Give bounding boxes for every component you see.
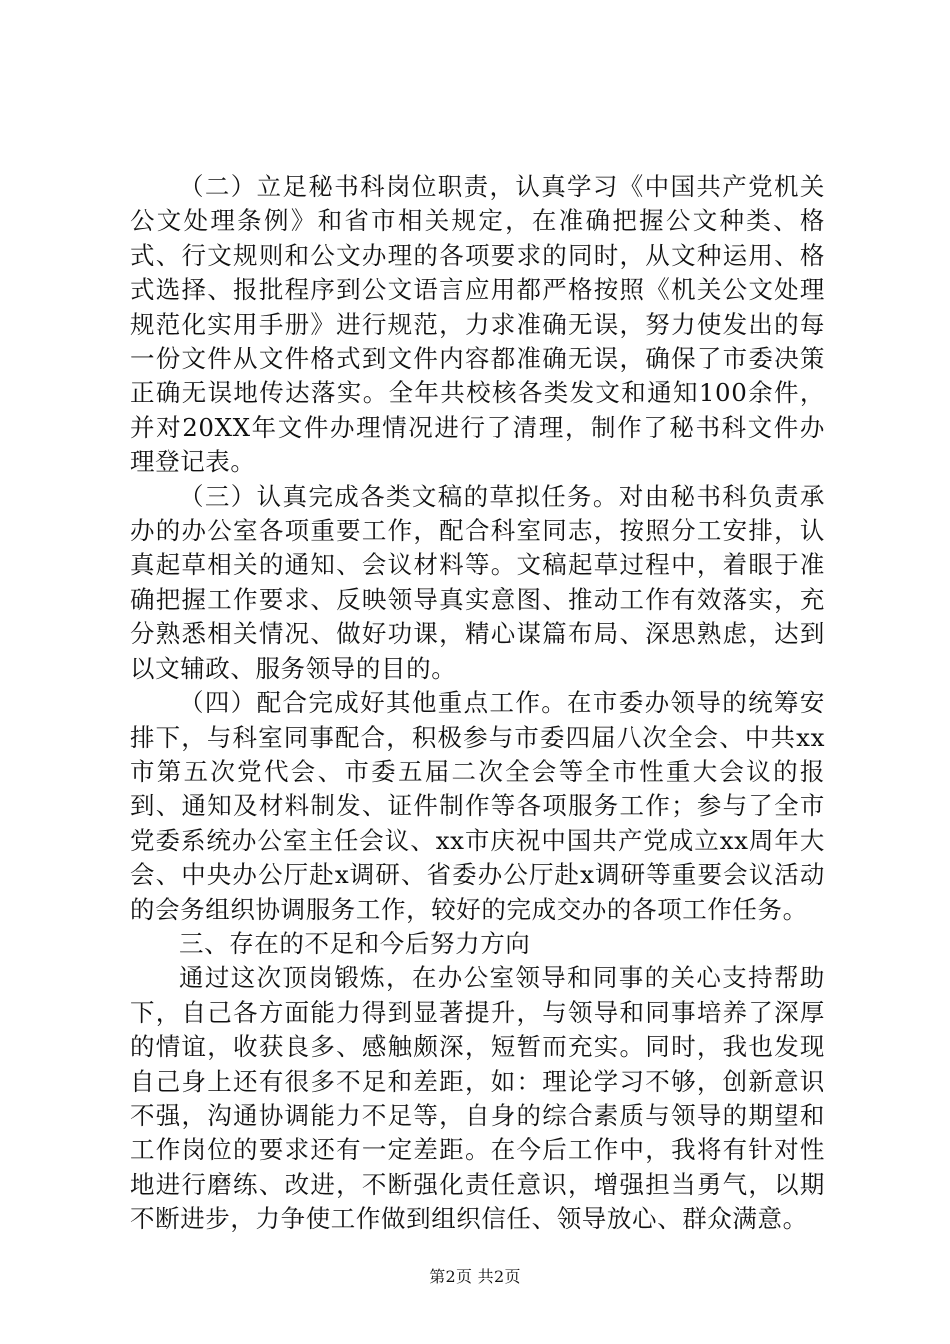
section-heading: 三、存在的不足和今后努力方向 [179,928,531,958]
paragraph-section-3: （三）认真完成各类文稿的草拟任务。对由秘书科负责承办的办公室各项重要工作，配合科室同志，按照分工安排，认真起草相关的通知、会议材料等。文稿起草过程中，着眼于准确把握工作要求、反映领导真实意图、推动工作有效落实，充分熟悉相关情况、做好功课，精心谋篇布局、深思熟虑，达到以文辅政、服务领导的目的。 [130,481,825,683]
paragraph-section-2: （二）立足秘书科岗位职责，认真学习《中国共产党机关公文处理条例》和省市相关规定，在准确把握公文种类、格式、行文规则和公文办理的各项要求的同时，从文种运用、格式选择、报批程序到公文语言应用都严格按照《机关公文处理规范化实用手册》进行规范，力求准确无误，努力使发出的每一份文件从文件格式到文件内容都准确无误，确保了市委决策正确无误地传达落实。全年共校核各类发文和通知100余件，并对20XX年文件办理情况进行了清理，制作了秘书科文件办理登记表。 [130,172,825,477]
paragraph-closing: 通过这次顶岗锻炼，在办公室领导和同事的关心支持帮助下，自己各方面能力得到显著提升，与领导和同事培养了深厚的情谊，收获良多、感触颇深，短暂而充实。同时，我也发现自己身上还有很多不足和差距，如：理论学习不够，创新意识不强，沟通协调能力不足等，自身的综合素质与领导的期望和工作岗位的要求还有一定差距。在今后工作中，我将有针对性地进行磨练、改进，不断强化责任意识，增强担当勇气，以期不断进步，力争使工作做到组织信任、领导放心、群众满意。 [130,963,825,1234]
paragraph-section-4: （四）配合完成好其他重点工作。在市委办领导的统筹安排下，与科室同事配合，积极参与市委四届八次全会、中共xx市第五次党代会、市委五届二次全会等全市性重大会议的报到、通知及材料制发、证件制作等各项服务工作；参与了全市党委系统办公室主任会议、xx市庆祝中国共产党成立xx周年大会、中央办公厅赴x调研、省委办公厅赴x调研等重要会议活动的会务组织协调服务工作，较好的完成交办的各项工作任务。 [130,688,825,924]
page-footer: 第2页 共2页 [429,1267,521,1286]
document-body [130,170,825,1237]
